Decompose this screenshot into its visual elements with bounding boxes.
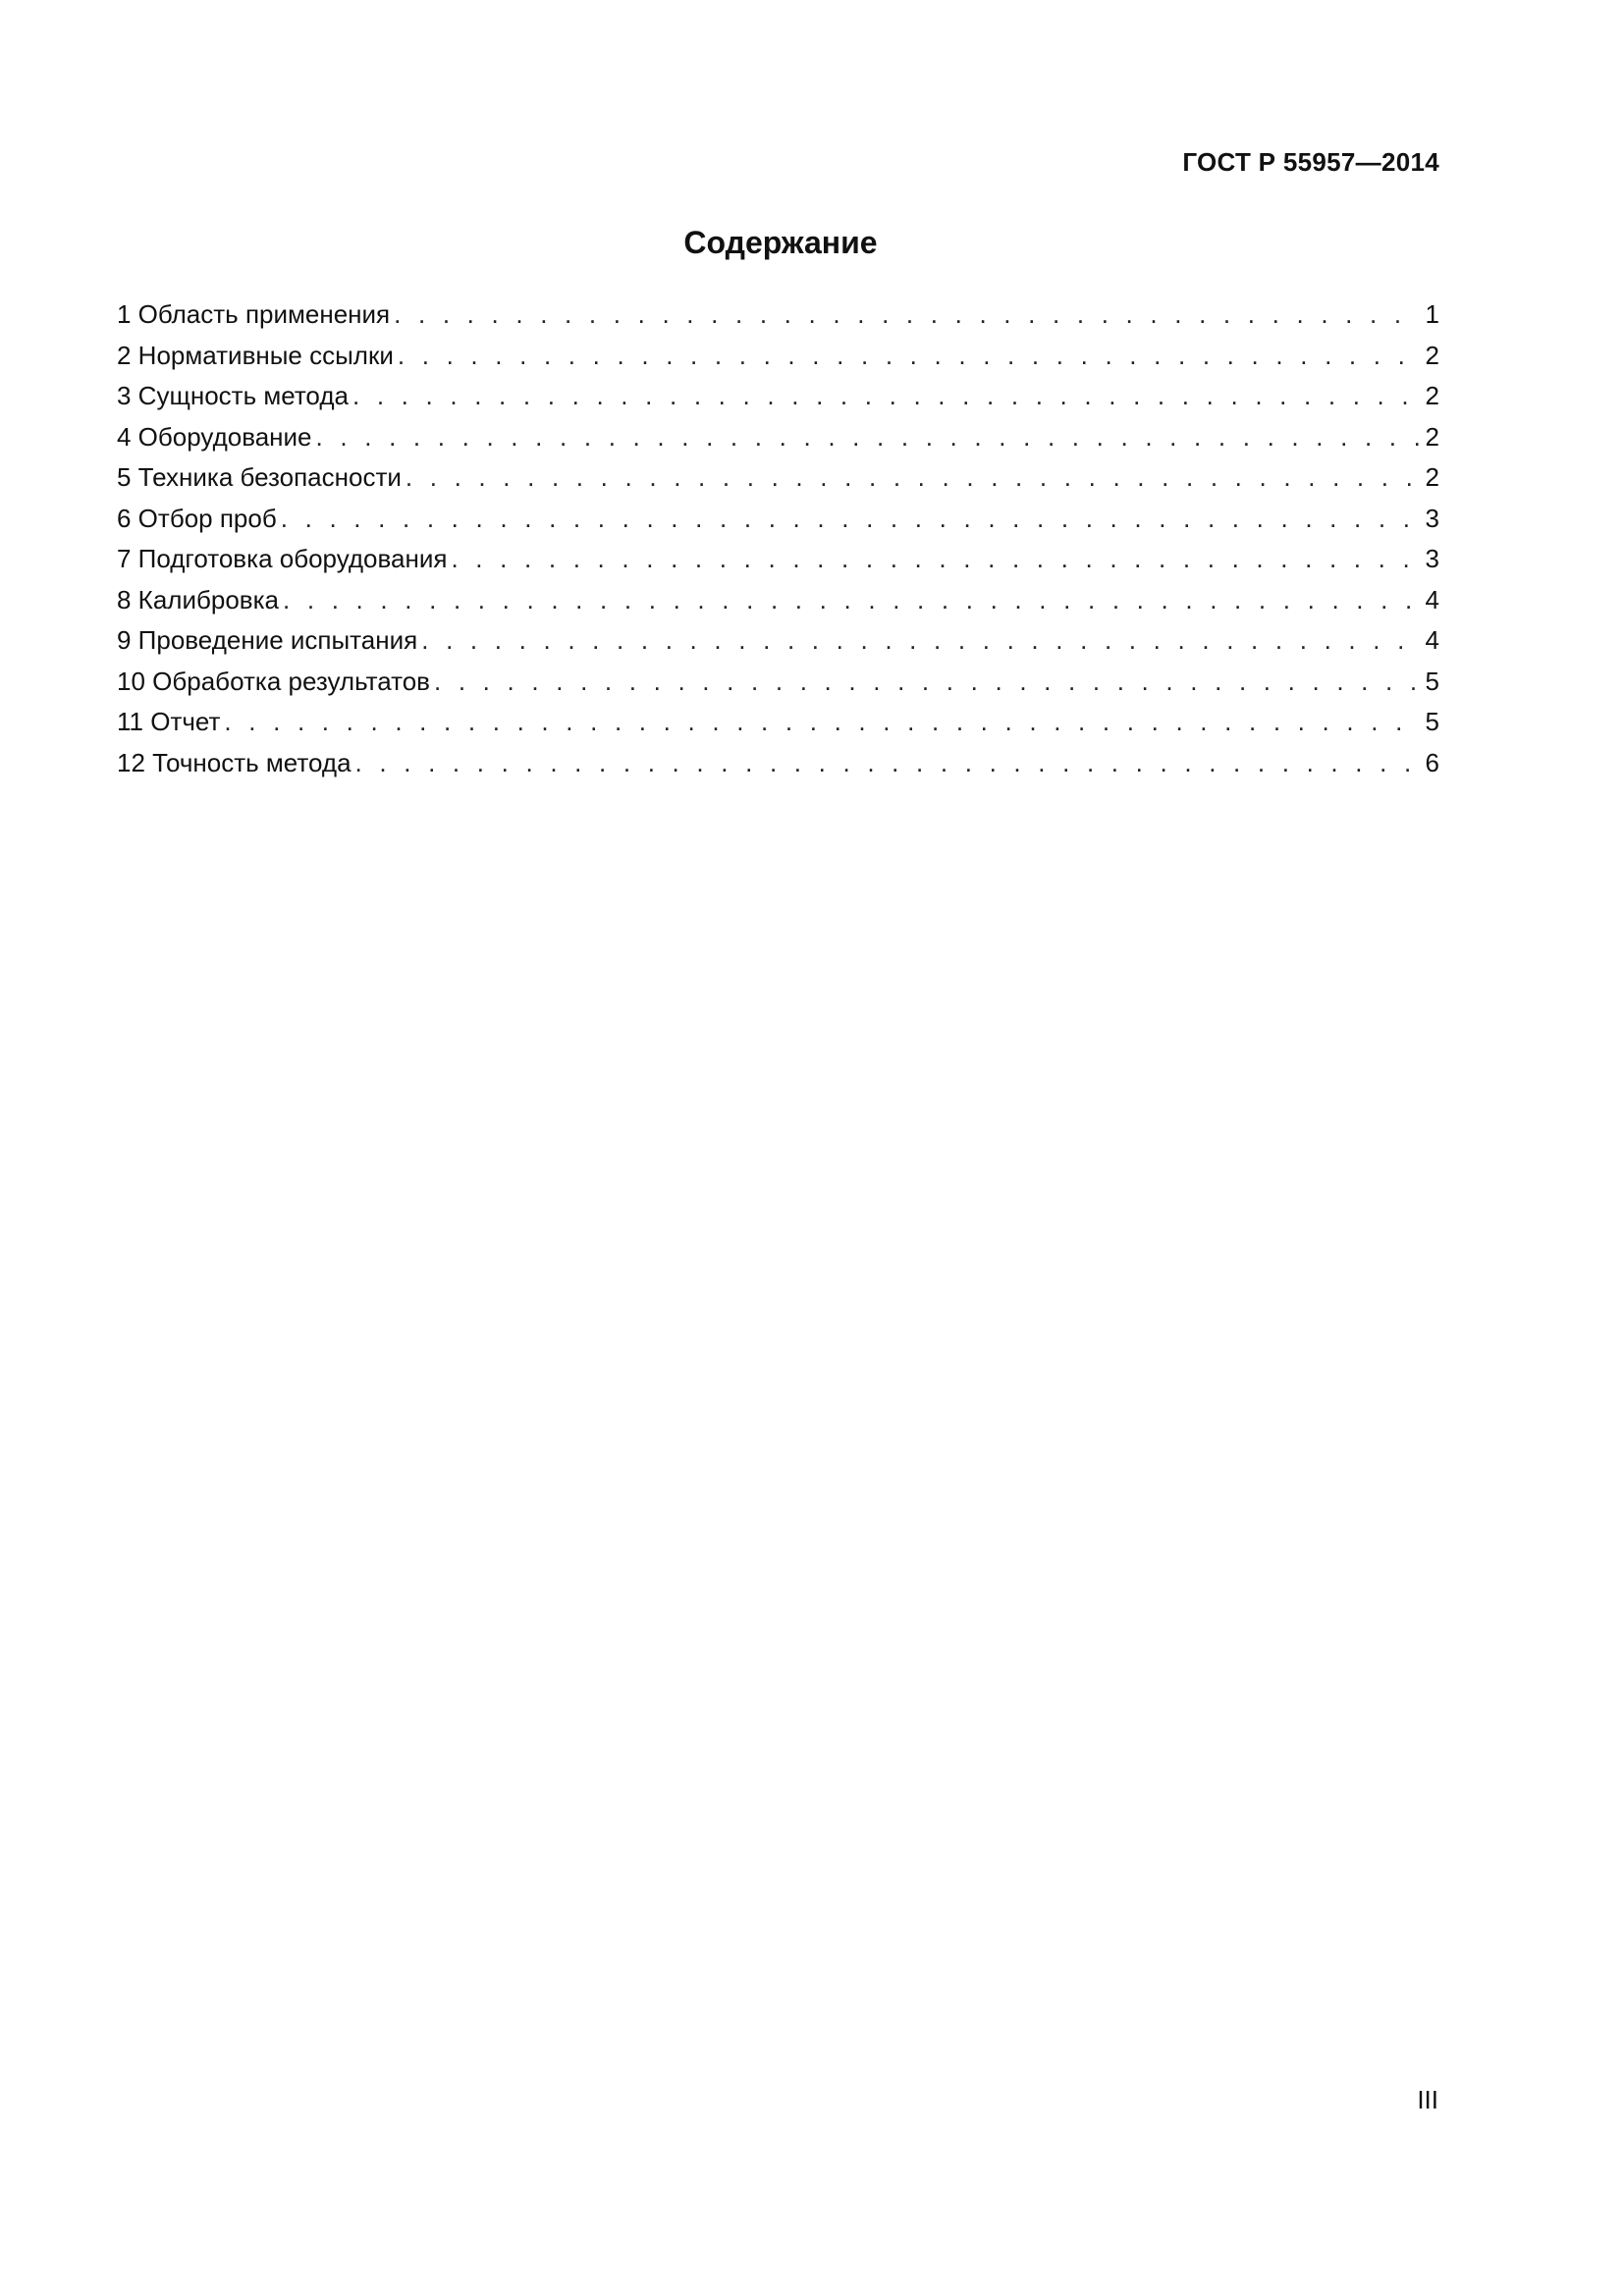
- toc-entry-page: 6: [1425, 747, 1439, 777]
- toc-entry[interactable]: [117, 336, 1439, 377]
- toc-leader-dots: [281, 499, 1420, 540]
- toc-entry-label: 4 Оборудование: [117, 421, 312, 452]
- toc-entry[interactable]: [117, 294, 1439, 336]
- toc-entry[interactable]: [117, 662, 1439, 703]
- toc-entry-page: 2: [1425, 381, 1439, 410]
- toc-entry-page: 2: [1425, 462, 1439, 492]
- toc-entry-label: 6 Отбор проб: [117, 503, 277, 533]
- toc-entry-page: 2: [1425, 421, 1439, 452]
- toc-entry-page: 3: [1425, 503, 1439, 533]
- toc-leader-dots: [355, 743, 1420, 784]
- toc-leader-dots: [421, 620, 1419, 662]
- toc-leader-dots: [316, 417, 1420, 458]
- document-code: ГОСТ Р 55957—2014: [1182, 147, 1439, 177]
- toc-entry-page: 2: [1425, 340, 1439, 370]
- toc-entry-label: 5 Техника безопасности: [117, 462, 402, 492]
- toc-entry[interactable]: [117, 417, 1439, 458]
- toc-entry[interactable]: [117, 376, 1439, 417]
- toc-entry-label: 12 Точность метода: [117, 747, 352, 777]
- toc-entry[interactable]: [117, 457, 1439, 499]
- toc-leader-dots: [434, 662, 1420, 703]
- toc-entry-label: 3 Сущность метода: [117, 381, 349, 410]
- toc-entry[interactable]: [117, 743, 1439, 784]
- toc-entry-page: 4: [1425, 584, 1439, 614]
- toc-entry-page: 3: [1425, 544, 1439, 573]
- table-of-contents: [117, 294, 1439, 783]
- toc-leader-dots: [283, 580, 1420, 621]
- page-number: III: [1417, 2085, 1438, 2114]
- toc-entry-label: 11 Отчет: [117, 707, 221, 736]
- toc-leader-dots: [451, 539, 1419, 580]
- toc-leader-dots: [394, 294, 1419, 336]
- toc-entry-label: 7 Подготовка оборудования: [117, 544, 448, 573]
- toc-entry-page: 4: [1425, 625, 1439, 655]
- toc-entry-label: 8 Калибровка: [117, 584, 280, 614]
- toc-entry[interactable]: [117, 702, 1439, 743]
- toc-entry-page: 5: [1425, 707, 1439, 736]
- toc-leader-dots: [406, 457, 1420, 499]
- toc-leader-dots: [352, 376, 1420, 417]
- toc-entry-label: 9 Проведение испытания: [117, 625, 418, 655]
- toc-entry-label: 2 Нормативные ссылки: [117, 340, 394, 370]
- toc-entry-label: 1 Область применения: [117, 299, 391, 329]
- toc-entry-page: 5: [1425, 666, 1439, 696]
- toc-entry[interactable]: [117, 620, 1439, 662]
- toc-entry-label: 10 Обработка результатов: [117, 666, 430, 696]
- toc-leader-dots: [398, 336, 1420, 377]
- toc-entry[interactable]: [117, 539, 1439, 580]
- toc-entry[interactable]: [117, 580, 1439, 621]
- toc-leader-dots: [224, 702, 1419, 743]
- toc-title: Содержание: [683, 225, 878, 260]
- toc-entry-page: 1: [1425, 299, 1439, 329]
- toc-entry[interactable]: [117, 499, 1439, 540]
